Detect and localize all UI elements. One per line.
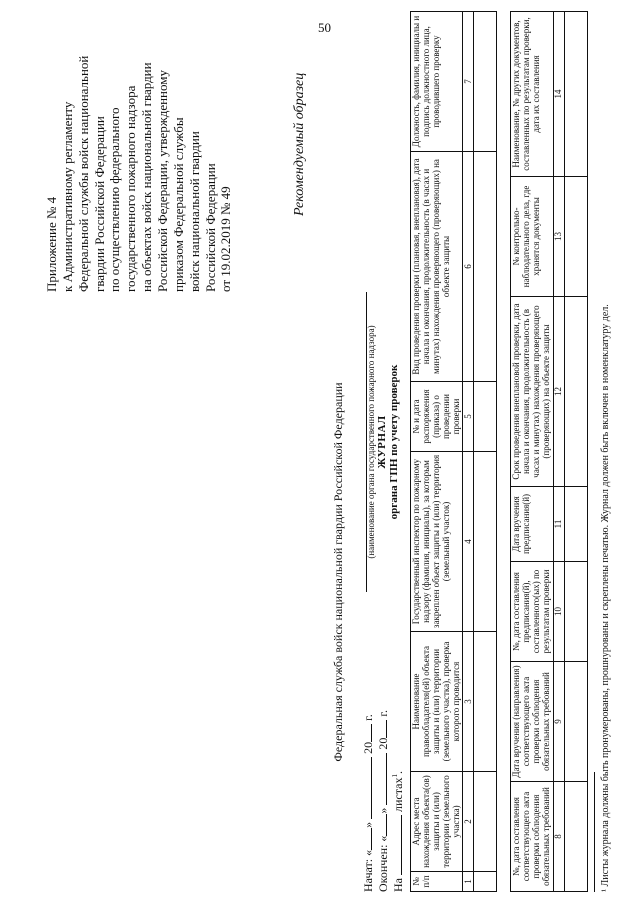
journal-subtitle: органа ГПН по учету проверок bbox=[388, 364, 400, 520]
rotated-page-content bbox=[10, 12, 630, 892]
header-cell: Наименование правообладателя(ей) объекта защиты и (или) территории (земельного участка), проверка которого проводится bbox=[411, 632, 463, 772]
inspection-table-part-1 bbox=[410, 11, 497, 892]
start-month-blank bbox=[360, 757, 372, 819]
end-day-blank bbox=[375, 814, 387, 836]
agency-title: Федеральная служба войск национальной гвардии Российской Федерации bbox=[331, 382, 345, 762]
column-number: 2 bbox=[463, 772, 474, 872]
appendix-heading bbox=[44, 12, 234, 292]
department-caption: (наименование органа государственного пожарного надзора) bbox=[366, 325, 376, 559]
blank-cell[interactable] bbox=[474, 772, 497, 872]
blank-cell[interactable] bbox=[474, 632, 497, 772]
sheets-footnote-ref: 1 bbox=[391, 774, 399, 778]
appendix-line: Приложение № 4 bbox=[44, 196, 59, 292]
blank-entry-row bbox=[474, 12, 497, 892]
appendix-line: на объектах войск национальной гвардии bbox=[139, 62, 155, 292]
appendix-line: гвардии Российской Федерации bbox=[91, 116, 107, 292]
appendix-line: Российской Федерации bbox=[202, 163, 218, 292]
column-number: 4 bbox=[463, 452, 474, 632]
footnote-divider bbox=[594, 772, 595, 892]
header-cell: Адрес места нахождения объекта(ов) защиты и (или) территории (земельного участка) bbox=[411, 772, 463, 872]
column-number: 6 bbox=[463, 152, 474, 382]
blank-cell[interactable] bbox=[564, 562, 587, 662]
column-number: 12 bbox=[553, 297, 564, 487]
start-year-blank bbox=[360, 724, 372, 742]
start-year-suffix: г. bbox=[361, 714, 375, 721]
page-number: 50 bbox=[318, 20, 331, 35]
header-cell: Государственный инспектор по пожарному надзору (фамилия, инициалы), за которым закреплен объект защиты и (или) территория (земельный участок) bbox=[411, 452, 463, 632]
blank-cell[interactable] bbox=[474, 872, 497, 892]
journal-title: ЖУРНАЛ bbox=[376, 415, 388, 469]
end-quote: » bbox=[376, 807, 390, 814]
appendix-line: государственного пожарного надзора bbox=[123, 85, 139, 292]
appendix-line: по осуществлению федерального bbox=[107, 107, 123, 292]
header-cell: Вид проведения проверки (плановая, внеплановая), дата начала и окончания, продолжительность (в часах и минутах) нахождения проверяющего (проверяющих) на объекте защиты bbox=[411, 152, 463, 382]
header-cell: № контрольно-наблюдательного дела, где хранятся документы bbox=[511, 177, 554, 297]
sheets-label: На bbox=[391, 878, 405, 892]
blank-entry-row bbox=[564, 12, 587, 892]
column-number-row bbox=[553, 12, 564, 892]
column-number: 14 bbox=[553, 12, 564, 177]
blank-cell[interactable] bbox=[474, 452, 497, 632]
blank-cell[interactable] bbox=[564, 487, 587, 562]
start-date-line bbox=[360, 714, 375, 892]
column-number: 7 bbox=[463, 12, 474, 152]
end-label: Окончен: « bbox=[376, 835, 390, 892]
sheets-count-blank bbox=[390, 815, 402, 875]
appendix-line: Российской Федерации, утвержденному bbox=[155, 70, 171, 292]
blank-cell[interactable] bbox=[564, 662, 587, 782]
column-number: 5 bbox=[463, 382, 474, 452]
end-year-suffix: г. bbox=[376, 709, 390, 717]
blank-cell[interactable] bbox=[564, 297, 587, 487]
header-cell: Срок проведения внеплановой проверки, дата начала и окончания, продолжительность (в часах и минутах) нахождения проверяющего (проверяющих) на объекте защиты bbox=[511, 297, 554, 487]
appendix-line: войск национальной гвардии bbox=[186, 131, 202, 292]
start-quote: » bbox=[361, 821, 375, 828]
appendix-line: к Административному регламенту bbox=[59, 101, 75, 292]
header-cell: № п/п bbox=[411, 872, 463, 892]
blank-cell[interactable] bbox=[564, 177, 587, 297]
end-date-line bbox=[375, 710, 390, 892]
column-number: 10 bbox=[553, 562, 564, 662]
sheets-line: На листах$^1$. bbox=[391, 771, 405, 892]
appendix-line: Федеральной службы войск национальной bbox=[75, 55, 91, 292]
footnote: ¹ Листы журнала должны быть пронумерованы, прошнурованы и скреплены печатью. Журнал должен быть включен в номенклатуру дел. bbox=[600, 304, 611, 892]
appendix-line: приказом Федеральной службы bbox=[170, 117, 186, 292]
inspection-table-part-2 bbox=[510, 11, 588, 892]
table-header-row bbox=[411, 12, 463, 892]
column-number: 1 bbox=[463, 872, 474, 892]
blank-cell[interactable] bbox=[474, 382, 497, 452]
end-month-blank bbox=[375, 753, 387, 805]
start-label: Начат: « bbox=[361, 849, 375, 892]
end-year: 20 bbox=[376, 737, 390, 750]
blank-cell[interactable] bbox=[564, 12, 587, 177]
start-year: 20 bbox=[361, 741, 375, 754]
appendix-line: от 19.02.2019 № 49 bbox=[218, 186, 234, 292]
header-cell: Дата вручения (направления) соответствующего акта проверки соблюдения обязательных требований bbox=[511, 662, 554, 782]
column-number: 13 bbox=[553, 177, 564, 297]
header-cell: Наименование, № других документов, составленных по результатам проверки, дата их составления bbox=[511, 12, 554, 177]
start-day-blank bbox=[360, 828, 372, 850]
recommended-sample-mark: Рекомендуемый образец bbox=[292, 72, 307, 216]
table-header-row bbox=[511, 12, 554, 892]
blank-cell[interactable] bbox=[474, 12, 497, 152]
header-cell: № и дата распоряжения (приказа) о проведении проверки bbox=[411, 382, 463, 452]
blank-cell[interactable] bbox=[474, 152, 497, 382]
header-cell: Должность, фамилия, инициалы и подпись должностного лица, проводившего проверку bbox=[411, 12, 463, 152]
header-cell: №, дата составления соответствующего акта проверки соблюдения обязательных требований bbox=[511, 782, 554, 892]
column-number: 9 bbox=[553, 662, 564, 782]
column-number: 8 bbox=[553, 782, 564, 892]
header-cell: №, дата составления предписания(й), составленного(ых) по результатам проверки bbox=[511, 562, 554, 662]
header-cell: Дата вручения предписания(й) bbox=[511, 487, 554, 562]
column-number: 3 bbox=[463, 632, 474, 772]
column-number: 11 bbox=[553, 487, 564, 562]
end-year-blank bbox=[375, 720, 387, 738]
blank-cell[interactable] bbox=[564, 782, 587, 892]
column-number-row bbox=[463, 12, 474, 892]
sheets-suffix: листах bbox=[391, 777, 405, 812]
